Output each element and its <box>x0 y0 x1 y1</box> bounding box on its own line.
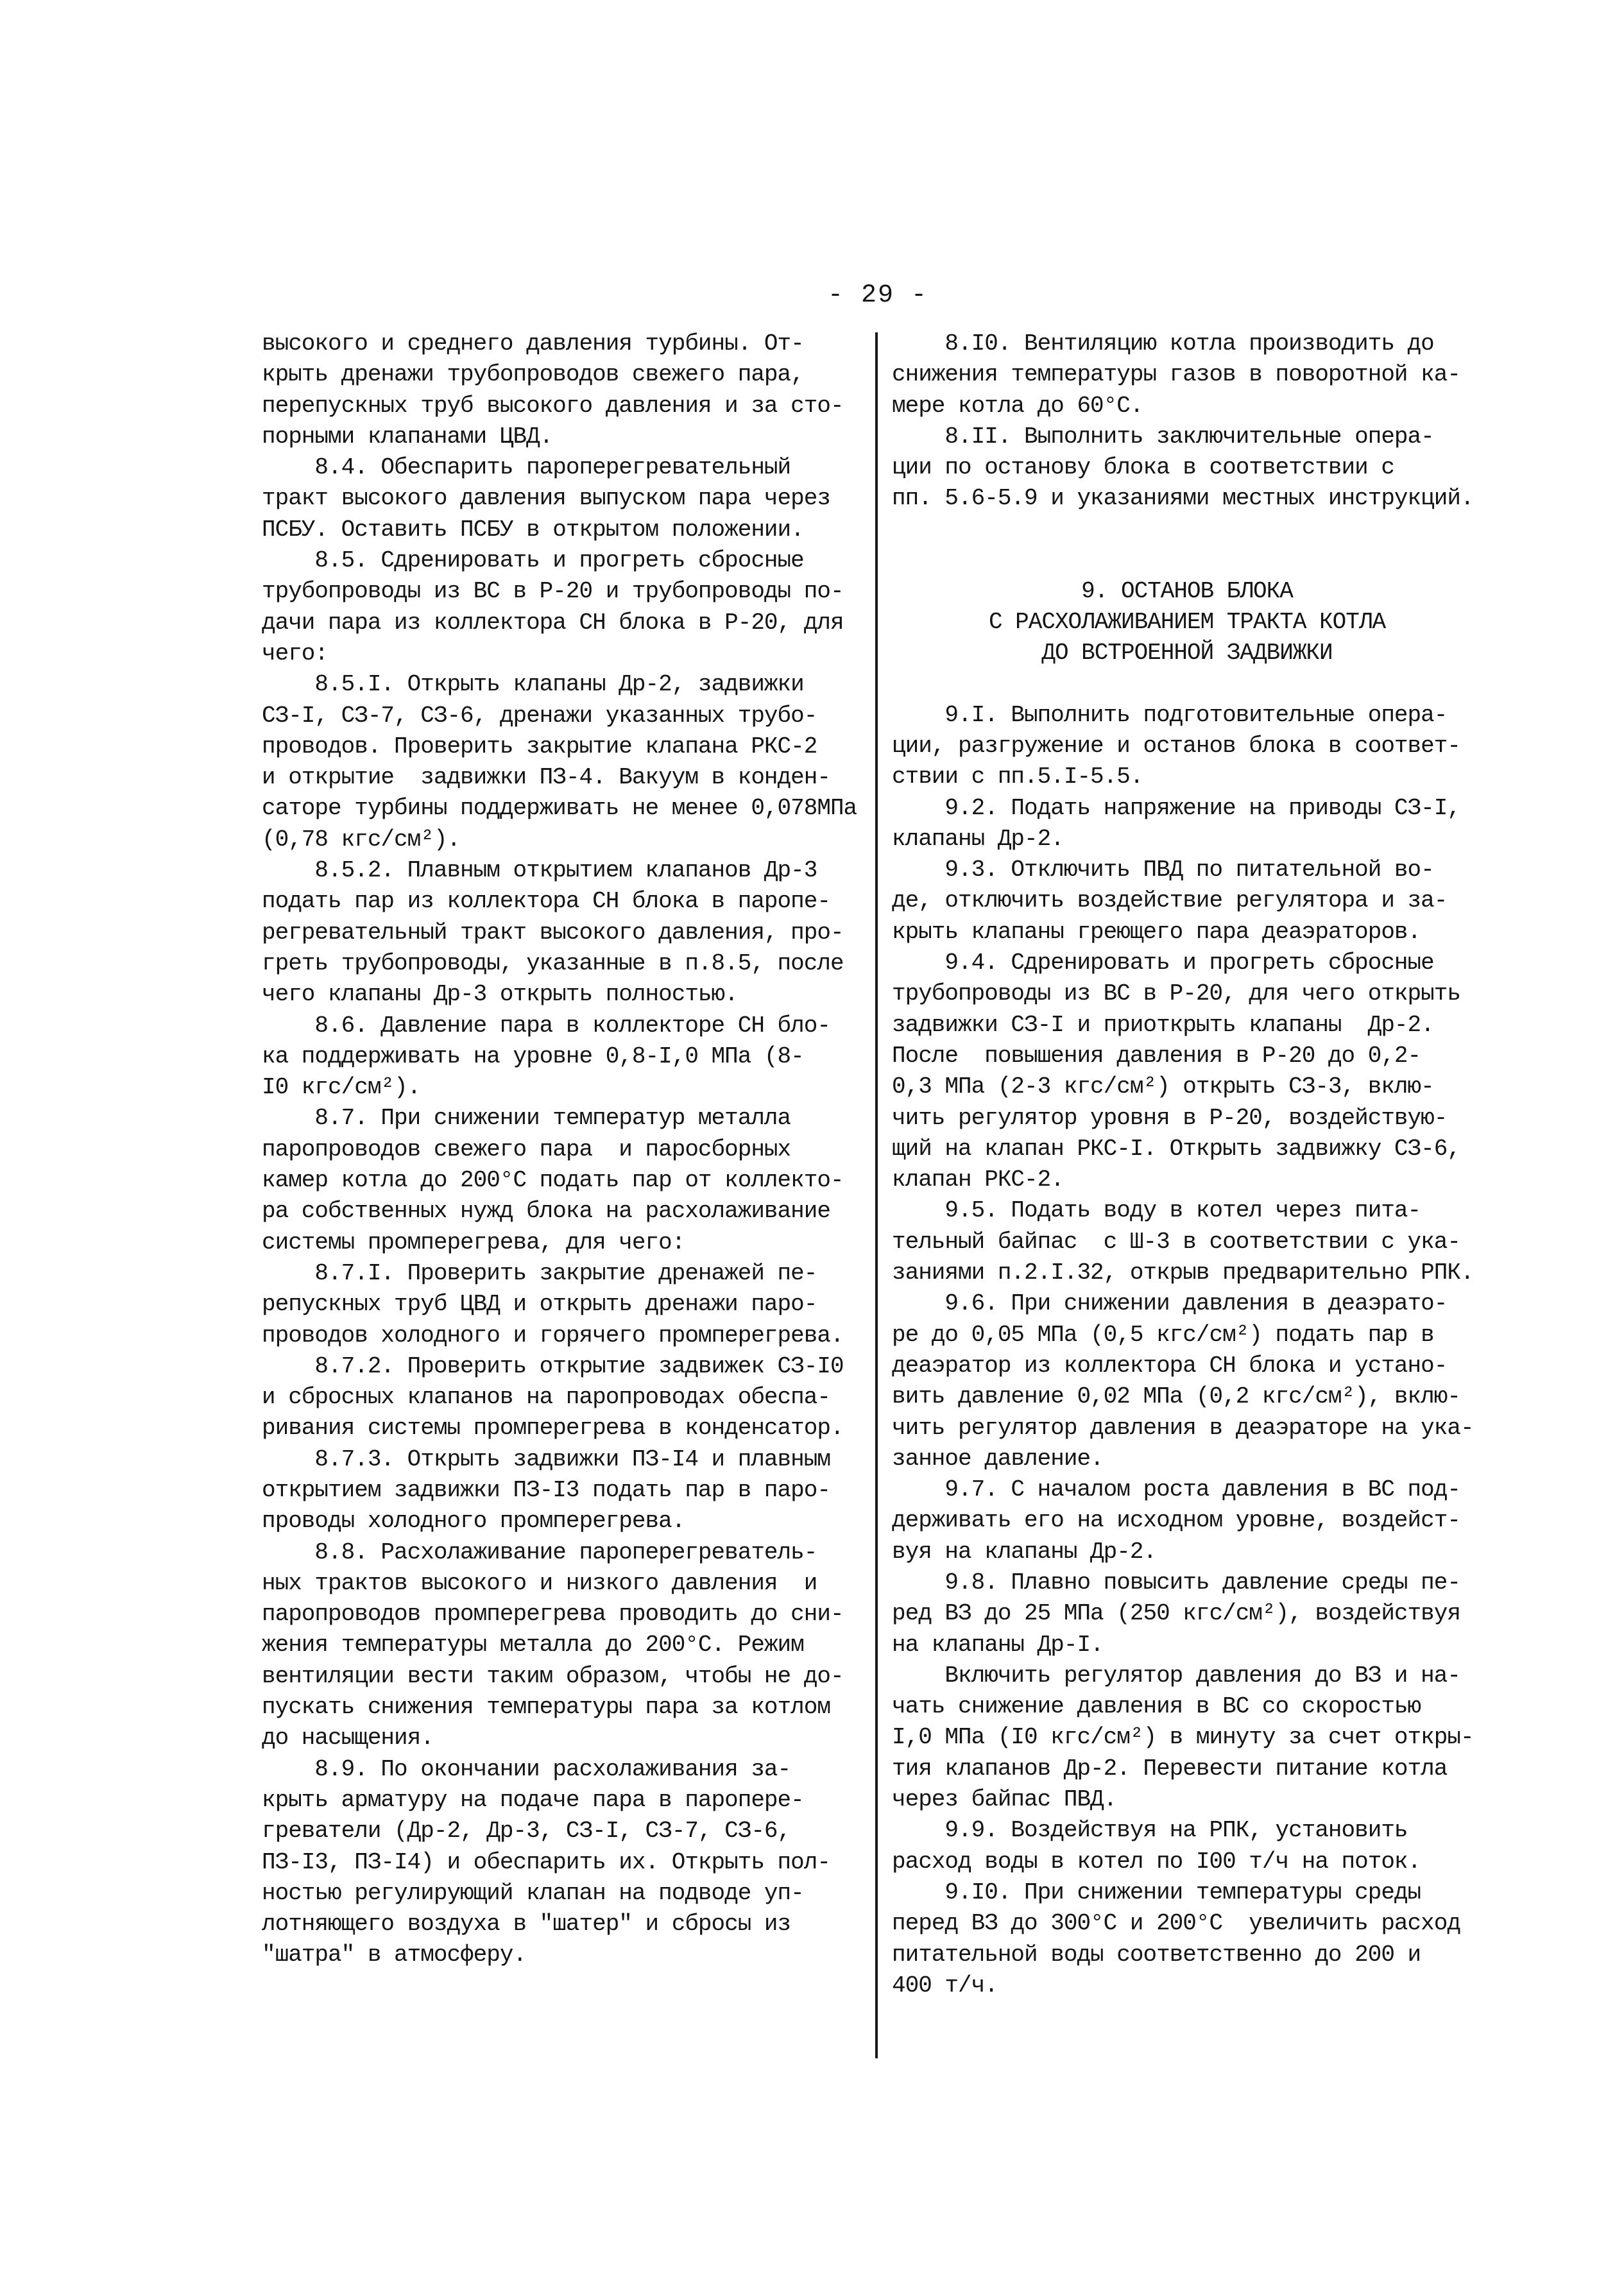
text-line: лотняющего воздуха в "шатер" и сбросы из <box>262 1911 791 1938</box>
text-line: 9.7. С началом роста давления в ВС под- <box>892 1476 1460 1503</box>
text-line: пп. 5.6-5.9 и указаниями местных инструкций. <box>892 485 1474 512</box>
text-line: I0 кгс/см²). <box>262 1074 421 1101</box>
text-line: 400 т/ч. <box>892 1972 998 1999</box>
text-line: 9.8. Плавно повысить давление среды пе- <box>892 1569 1460 1596</box>
text-line: СЗ-I, СЗ-7, СЗ-6, дренажи указанных трубо- <box>262 702 817 729</box>
text-line: 8.6. Давление пара в коллекторе СН бло- <box>262 1012 830 1039</box>
text-line: 9.4. Сдренировать и прогреть сбросные <box>892 950 1434 977</box>
section-spacer <box>892 515 1482 576</box>
text-line: Включить регулятор давления до ВЗ и на- <box>892 1662 1460 1689</box>
page-number: - 29 - <box>828 281 928 310</box>
heading-line: 9. ОСТАНОВ БЛОКА <box>1081 577 1293 604</box>
text-line: заниями п.2.I.32, открыв предварительно РПК. <box>892 1260 1474 1286</box>
text-line: крыть дренажи трубопроводов свежего пара, <box>262 361 804 388</box>
text-line: 9.5. Подать воду в котел через пита- <box>892 1197 1421 1224</box>
text-line: де, отключить воздействие регулятора и за- <box>892 887 1448 914</box>
text-line: репускных труб ЦВД и открыть дренажи паро- <box>262 1291 817 1318</box>
text-line: чего: <box>262 640 329 667</box>
text-line: паропроводов промперегрева проводить до сни- <box>262 1601 844 1628</box>
text-line: чать снижение давления в ВС со скоростью <box>892 1693 1421 1720</box>
text-line: пускать снижения температуры пара за котлом <box>262 1694 830 1721</box>
text-line: системы промперегрева, для чего: <box>262 1229 685 1256</box>
text-line: клапаны Др-2. <box>892 825 1064 852</box>
text-line: ностью регулирующий клапан на подводе уп- <box>262 1879 804 1906</box>
text-line: 8.II. Выполнить заключительные опера- <box>892 423 1434 450</box>
section-spacer <box>892 669 1482 700</box>
section-9-body <box>892 700 1482 2001</box>
text-line: перед ВЗ до 300°С и 200°С увеличить расход <box>892 1910 1460 1937</box>
text-line: 8.I0. Вентиляцию котла производить до <box>892 330 1434 357</box>
text-line: трубопроводы из ВС в Р-20, для чего открыть <box>892 980 1460 1007</box>
text-line: ных трактов высокого и низкого давления и <box>262 1569 817 1596</box>
text-line: высокого и среднего давления турбины. От- <box>262 330 804 357</box>
text-line: 8.7.3. Открыть задвижки ПЗ-I4 и плавным <box>262 1446 830 1473</box>
text-line: ПСБУ. Оставить ПСБУ в открытом положении. <box>262 516 804 543</box>
text-line: ра собственных нужд блока на расхолаживание <box>262 1198 830 1225</box>
text-line: на клапаны Др-I. <box>892 1631 1104 1658</box>
text-line: подать пар из коллектора СН блока в паропе- <box>262 888 830 915</box>
text-line: перепускных труб высокого давления и за сто- <box>262 392 844 419</box>
text-line: порными клапанами ЦВД. <box>262 423 553 450</box>
text-line: снижения температуры газов в поворотной ка- <box>892 361 1460 388</box>
heading-line: ДО ВСТРОЕННОЙ ЗАДВИЖКИ <box>1041 640 1333 667</box>
text-line: 8.5.I. Открыть клапаны Др-2, задвижки <box>262 671 804 698</box>
text-line: 9.3. Отключить ПВД по питательной во- <box>892 857 1434 884</box>
text-line: 8.7.I. Проверить закрытие дренажей пе- <box>262 1260 817 1286</box>
text-line: ред ВЗ до 25 МПа (250 кгс/см²), воздействуя <box>892 1600 1460 1627</box>
text-line: щий на клапан РКС-I. Открыть задвижку СЗ-6, <box>892 1135 1460 1162</box>
text-line: I,0 МПа (I0 кгс/см²) в минуту за счет откры- <box>892 1724 1474 1751</box>
text-line: крыть арматуру на подаче пара в паропере- <box>262 1786 804 1813</box>
text-line: деаэратор из коллектора СН блока и устано- <box>892 1352 1448 1379</box>
text-line: регревательный тракт высокого давления, про- <box>262 919 844 946</box>
text-line: трубопроводы из ВС в Р-20 и трубопроводы по- <box>262 578 844 605</box>
text-line: греть трубопроводы, указанные в п.8.5, после <box>262 950 844 977</box>
text-line: через байпас ПВД. <box>892 1786 1117 1813</box>
text-line: "шатра" в атмосферу. <box>262 1942 527 1969</box>
text-line: 8.7.2. Проверить открытие задвижек СЗ-I0 <box>262 1353 844 1379</box>
right-column-intro <box>892 329 1482 515</box>
right-column <box>892 329 1482 2001</box>
text-line: 9.2. Подать напряжение на приводы СЗ-I, <box>892 794 1460 821</box>
text-line: 8.8. Расхолаживание пароперегреватель- <box>262 1539 817 1566</box>
text-line: (0,78 кгс/см²). <box>262 826 461 853</box>
text-line: чить регулятор уровня в Р-20, воздействую- <box>892 1104 1448 1131</box>
text-line: саторе турбины поддерживать не менее 0,078МПа <box>262 795 857 822</box>
text-line: ПЗ-I3, ПЗ-I4) и обеспарить их. Открыть пол- <box>262 1849 830 1875</box>
text-line: и открытие задвижки ПЗ-4. Вакуум в конден- <box>262 764 830 791</box>
text-line: проводов холодного и горячего промперегрева. <box>262 1322 844 1349</box>
text-line: ре до 0,05 МПа (0,5 кгс/см²) подать пар в <box>892 1321 1434 1348</box>
text-line: После повышения давления в Р-20 до 0,2- <box>892 1042 1421 1069</box>
text-line: 8.9. По окончании расхолаживания за- <box>262 1755 791 1782</box>
text-line: ривания системы промперегрева в конденсатор. <box>262 1415 844 1442</box>
text-line: тия клапанов Др-2. Перевести питание котла <box>892 1755 1448 1782</box>
text-line: ка поддерживать на уровне 0,8-I,0 МПа (8- <box>262 1043 804 1070</box>
text-line: 9.6. При снижении давления в деаэрато- <box>892 1290 1448 1317</box>
text-line: ствии с пп.5.I-5.5. <box>892 764 1143 790</box>
text-line: чить регулятор давления в деаэраторе на ука- <box>892 1414 1474 1441</box>
text-line: питательной воды соответственно до 200 и <box>892 1941 1421 1968</box>
text-line: открытием задвижки ПЗ-I3 подать пар в паро- <box>262 1476 830 1503</box>
left-column <box>262 329 871 1971</box>
text-line: чего клапаны Др-3 открыть полностью. <box>262 981 738 1008</box>
section-9-heading <box>892 576 1482 669</box>
text-line: паропроводов свежего пара и паросборных <box>262 1136 791 1163</box>
heading-line: С РАСХОЛАЖИВАНИЕМ ТРАКТА КОТЛА <box>988 609 1386 636</box>
text-line: вентиляции вести таким образом, чтобы не до- <box>262 1662 844 1689</box>
text-line: занное давление. <box>892 1445 1104 1472</box>
text-line: 8.5. Сдренировать и прогреть сбросные <box>262 547 804 574</box>
text-line: клапан РКС-2. <box>892 1166 1064 1193</box>
text-line: крыть клапаны греющего пара деаэраторов. <box>892 918 1421 945</box>
text-line: проводы холодного промперегрева. <box>262 1508 685 1535</box>
text-line: 9.9. Воздействуя на РПК, установить <box>892 1817 1408 1844</box>
text-line: 0,3 МПа (2-3 кгс/см²) открыть СЗ-3, вклю- <box>892 1073 1434 1100</box>
text-line: 8.7. При снижении температур металла <box>262 1105 791 1132</box>
column-divider <box>875 332 878 2058</box>
text-line: камер котла до 200°С подать пар от коллекто- <box>262 1167 844 1194</box>
text-line: 8.4. Обеспарить пароперегревательный <box>262 454 791 481</box>
text-line: тельный байпас с Ш-3 в соответствии с ука- <box>892 1228 1460 1255</box>
text-line: мере котла до 60°С. <box>892 392 1143 419</box>
text-line: 9.I. Выполнить подготовительные опера- <box>892 701 1448 728</box>
text-line: 8.5.2. Плавным открытием клапанов Др-3 <box>262 857 817 884</box>
text-line: проводов. Проверить закрытие клапана РКС-2 <box>262 733 817 760</box>
text-line: жения температуры металла до 200°С. Режим <box>262 1632 804 1659</box>
text-line: ции, разгружение и останов блока в соответ- <box>892 732 1460 759</box>
text-line: 9.I0. При снижении температуры среды <box>892 1879 1421 1906</box>
text-line: расход воды в котел по I00 т/ч на поток. <box>892 1848 1421 1875</box>
text-line: греватели (Др-2, Др-3, СЗ-I, СЗ-7, СЗ-6, <box>262 1818 791 1845</box>
text-line: ции по останову блока в соответствии с <box>892 454 1394 481</box>
text-line: и сбросных клапанов на паропроводах обеспа- <box>262 1384 830 1411</box>
text-line: дачи пара из коллектора СН блока в Р-20, для <box>262 609 844 636</box>
text-line: до насыщения. <box>262 1725 434 1752</box>
text-line: вуя на клапаны Др-2. <box>892 1538 1157 1565</box>
text-line: вить давление 0,02 МПа (0,2 кгс/см²), вклю- <box>892 1383 1460 1410</box>
text-line: задвижки СЗ-I и приоткрыть клапаны Др-2. <box>892 1011 1434 1038</box>
text-line: держивать его на исходном уровне, воздейст- <box>892 1507 1460 1534</box>
text-line: тракт высокого давления выпуском пара через <box>262 485 830 512</box>
